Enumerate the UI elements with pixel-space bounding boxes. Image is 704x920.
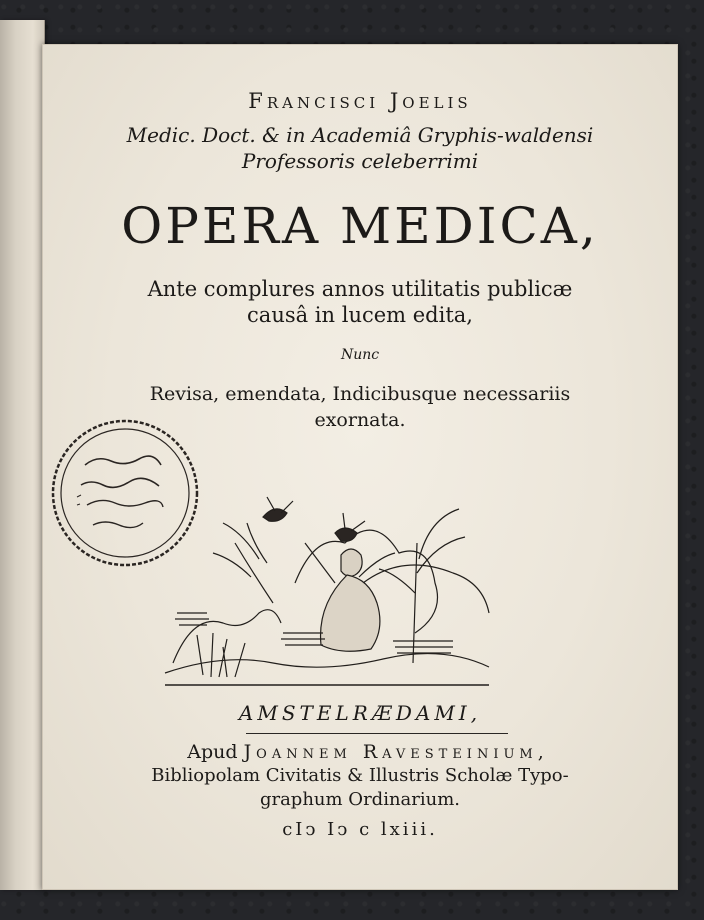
author-professor-line: Professoris celeberrimi	[241, 149, 479, 173]
description-line-2: causâ in lucem edita,	[247, 303, 473, 327]
woodcut-vignette	[163, 463, 493, 695]
printer-line-2: Bibliopolam Civitatis & Illustris Scholæ Typo-	[151, 765, 569, 786]
printer-line-3: graphum Ordinarium.	[259, 789, 461, 810]
facing-page-edge	[0, 20, 45, 890]
book-title: OPERA MEDICA,	[121, 197, 599, 255]
printer-prefix: Apud	[187, 741, 238, 763]
printer-name: Joannem Ravesteinium,	[243, 741, 549, 763]
imprint-rule	[246, 733, 508, 734]
author-credentials: Medic. Doct. & in Academiâ Gryphis-waldensi	[126, 123, 594, 147]
title-page	[42, 44, 678, 890]
publication-date: cIↄ Iↄ c lxiii.	[282, 819, 438, 840]
revision-line-2: exornata.	[314, 409, 406, 431]
revision-line-1: Revisa, emendata, Indicibusque necessariis	[149, 383, 571, 405]
description-line-1: Ante complures annos utilitatis publicæ	[147, 277, 573, 301]
author-name: Francisci Joelis	[248, 89, 472, 113]
nunc-word: Nunc	[340, 347, 380, 363]
imprint-city: AMSTELRÆDAMI,	[238, 701, 482, 725]
printer-line-1	[51, 741, 685, 763]
